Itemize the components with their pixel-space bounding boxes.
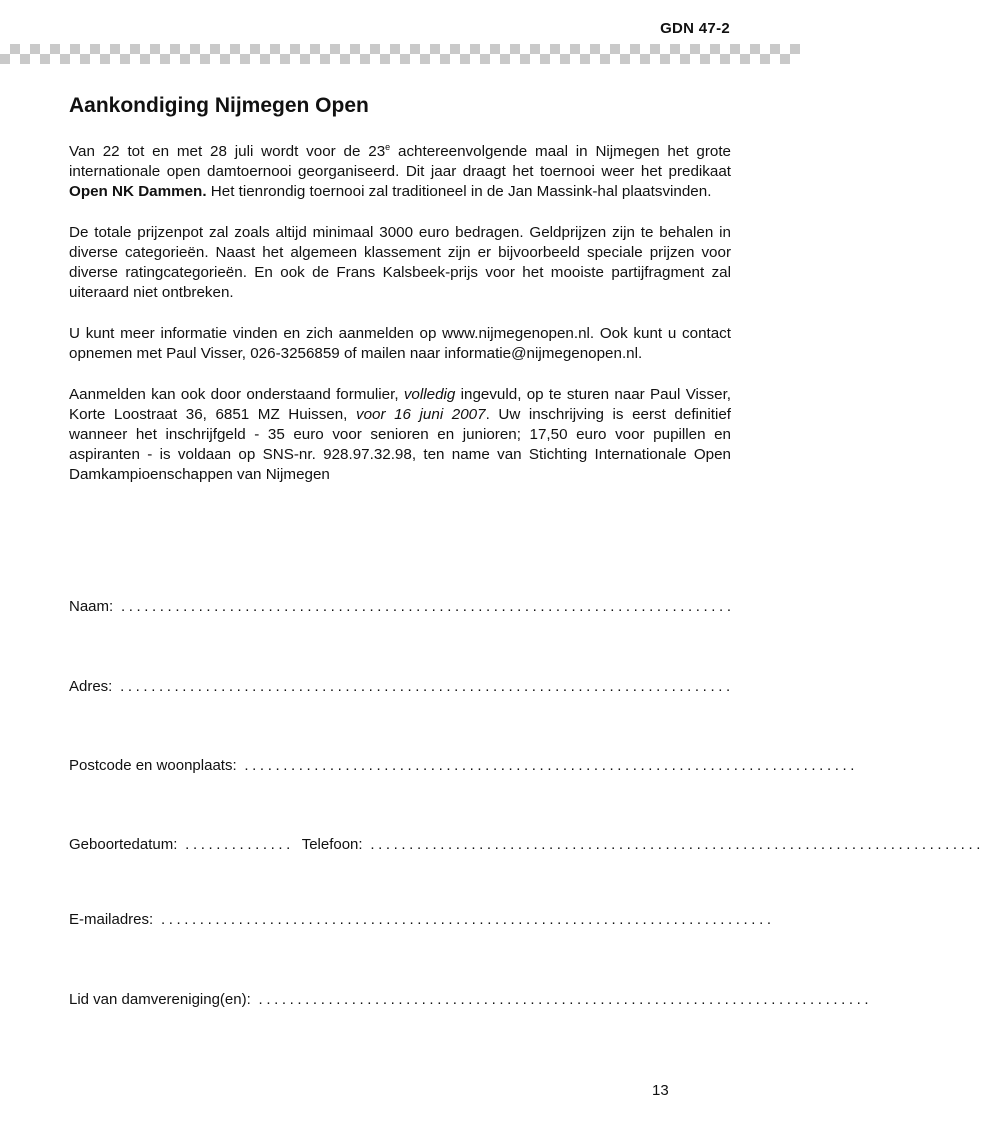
form-field-adres[interactable] — [69, 677, 734, 697]
form-field-lid[interactable] — [69, 990, 873, 1010]
page-number: 13 — [652, 1082, 669, 1099]
ordinal-superscript: e — [385, 141, 391, 152]
intro-text-b: achtereenvolgende maal in Nijmegen het grote internationale open damtoernooi georganiseerd. Dit jaar draagt het toernooi weer het predikaat — [69, 143, 731, 180]
registration-italic-deadline: voor 16 juni 2007 — [355, 406, 486, 423]
form-field-email[interactable] — [69, 910, 775, 930]
paragraph-prizes: De totale prijzenpot zal zoals altijd minimaal 3000 euro bedragen. Geldprijzen zijn te behalen in diverse categorieën. Naast het algemeen klassement zijn er bijvoorbeeld speciale prijzen voor diverse ratingcategorieën. En ook de Frans Kalsbeek-prijs voor het mooiste partijfragment zal uiteraard niet ontbreken. — [69, 224, 731, 301]
naam-dotted-line: ............................................................................... — [113, 598, 735, 615]
telefoon-dotted-line: ............................................................................... — [362, 836, 984, 853]
adres-label: Adres: — [69, 678, 113, 695]
naam-label: Naam: — [69, 598, 114, 615]
form-field-postcode[interactable] — [69, 756, 859, 776]
registration-text-c: . Uw inschrijving is eerst definitief wanneer het inschrijfgeld - 35 euro voor senioren en junioren; 17,50 euro voor pupillen en aspiranten - is voldaan op SNS-nr. 928.97.32.98, ten name van Stichting Internationale Open Damkampioenschappen van Nijmegen — [69, 406, 731, 483]
registration-text-a: Aanmelden kan ook door onderstaand formulier, — [69, 386, 404, 403]
lid-label: Lid van damvereniging(en): — [69, 991, 251, 1008]
registration-italic-volledig: volledig — [403, 386, 456, 403]
email-label: E-mailadres: — [69, 911, 154, 928]
email-dotted-line: ............................................................................... — [153, 911, 775, 928]
checkered-banner — [0, 44, 800, 64]
telefoon-label: Telefoon: — [301, 836, 363, 853]
geboortedatum-label: Geboortedatum: — [69, 836, 178, 853]
geboortedatum-dotted-line: .............. — [177, 836, 302, 853]
intro-text-a: Van 22 tot en met 28 juli wordt voor de 23 — [69, 143, 386, 160]
postcode-label: Postcode en woonplaats: — [69, 757, 237, 774]
paragraph-contact: U kunt meer informatie vinden en zich aanmelden op www.nijmegenopen.nl. Ook kunt u contact opnemen met Paul Visser, 026-3256859 of mailen naar informatie@nijmegenopen.nl. — [69, 325, 731, 362]
issue-code: GDN 47-2 — [660, 20, 730, 37]
intro-text-c: Het tienrondig toernooi zal traditioneel in de Jan Massink-hal plaatsvinden. — [206, 183, 712, 200]
article-title: Aankondiging Nijmegen Open — [69, 94, 369, 117]
article — [69, 94, 731, 506]
adres-dotted-line: ............................................................................... — [112, 678, 734, 695]
form-field-naam[interactable] — [69, 597, 735, 617]
lid-dotted-line: ............................................................................... — [250, 991, 873, 1008]
form-field-geboortedatum-telefoon[interactable] — [69, 835, 984, 855]
registration-text-b: ingevuld, op te sturen naar Paul Visser, Korte Loostraat 36, 6851 MZ Huissen, — [69, 386, 732, 423]
postcode-dotted-line: ............................................................................... — [236, 757, 859, 774]
intro-bold-title: Open NK Dammen. — [69, 183, 207, 200]
paragraph-intro — [69, 142, 731, 202]
paragraph-registration — [69, 385, 731, 485]
